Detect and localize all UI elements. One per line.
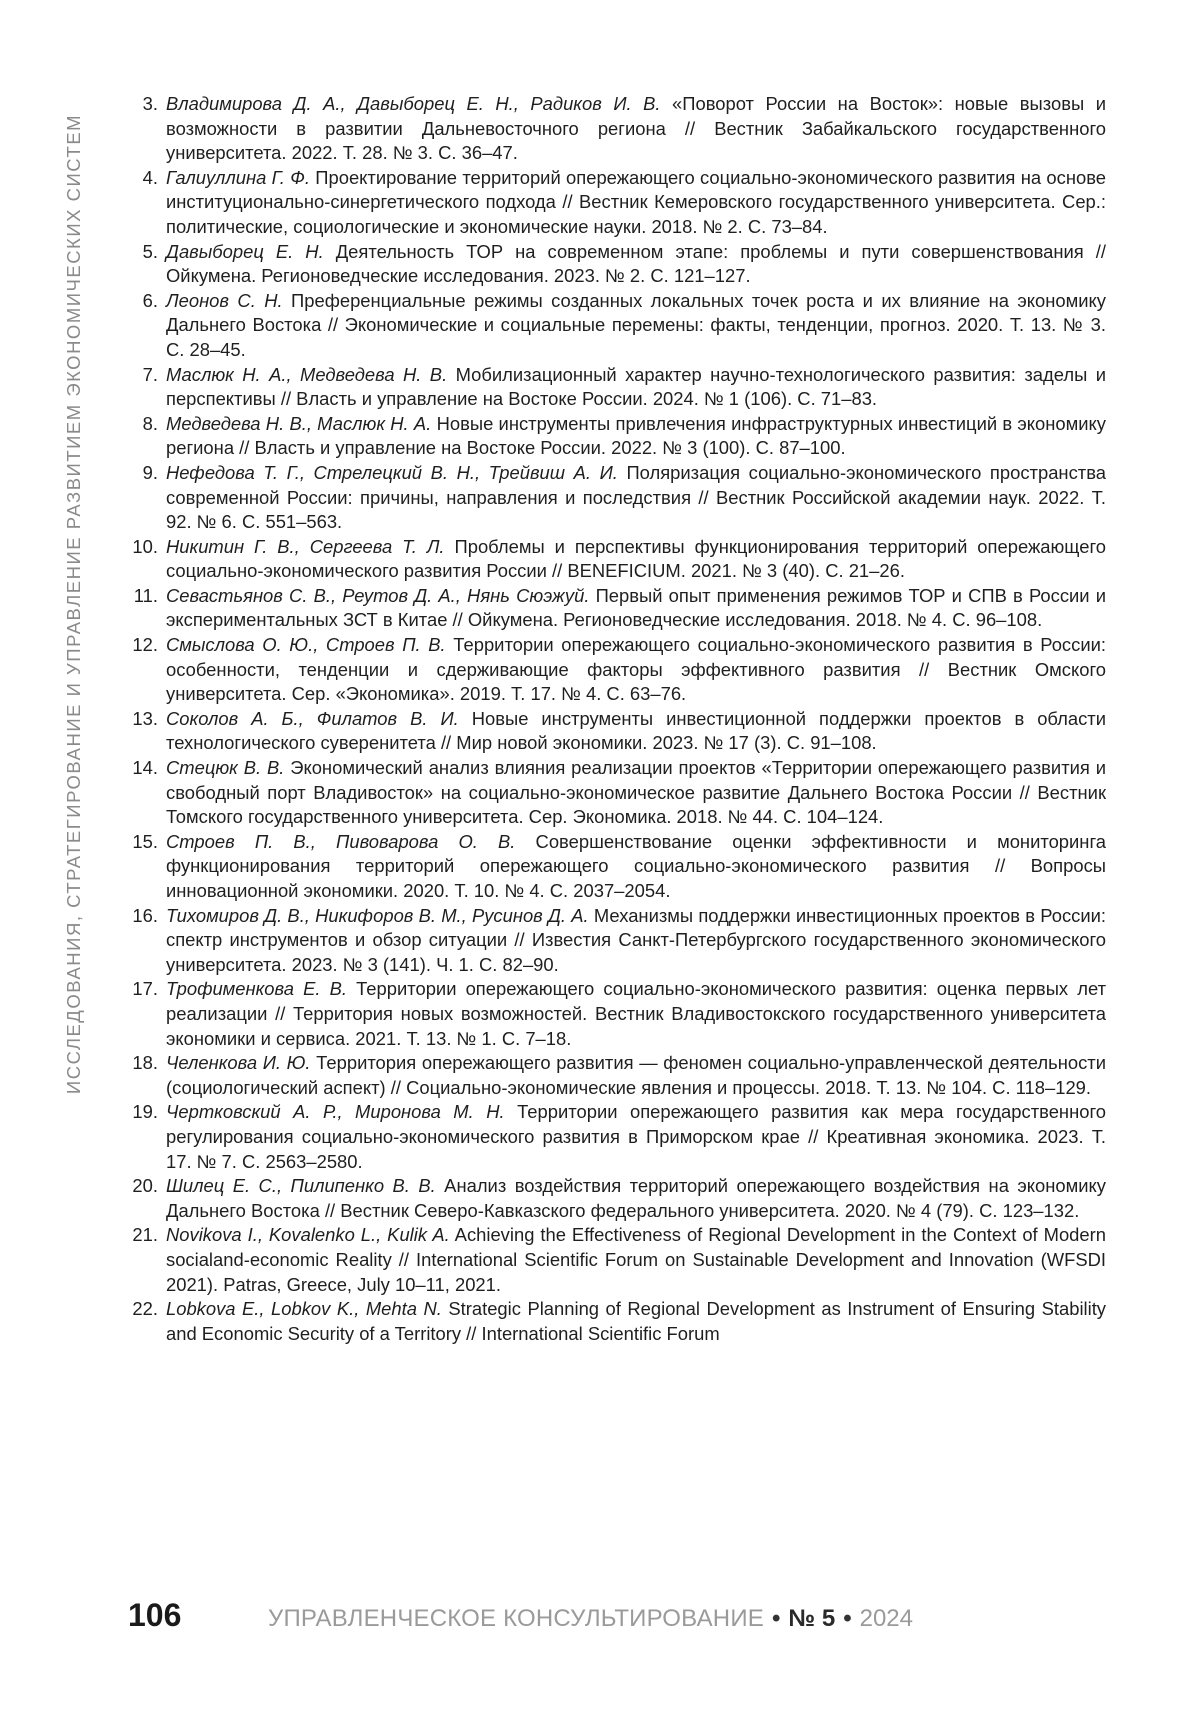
reference-authors: Тихомиров Д. В., Никифоров В. М., Русинов Д. А. xyxy=(166,904,589,926)
reference-item xyxy=(120,977,1106,1051)
reference-item xyxy=(120,1051,1106,1100)
reference-text xyxy=(166,1297,1106,1346)
reference-item xyxy=(120,1100,1106,1174)
reference-number: 6. xyxy=(142,289,158,311)
footer-separator: • xyxy=(843,1605,852,1632)
reference-number: 10. xyxy=(132,535,158,557)
reference-number: 11. xyxy=(133,584,158,606)
reference-authors: Медведева Н. В., Маслюк Н. А. xyxy=(166,412,432,434)
reference-title: Совершенствование оценки эффективности и мониторинга функционирования территорий опережающего социально-экономического развития // Вопросы инновационной экономики. 2020. Т. 10. № 4. С. 2037–2054. xyxy=(166,830,1106,901)
issue-number: № 5 xyxy=(788,1605,836,1632)
reference-text xyxy=(166,1174,1106,1223)
reference-item xyxy=(120,92,1106,166)
reference-authors: Чертковский А. Р., Миронова М. Н. xyxy=(166,1101,505,1123)
reference-text xyxy=(166,1100,1106,1174)
reference-authors: Смыслова О. Ю., Строев П. В. xyxy=(166,634,446,656)
reference-authors: Lobkova E., Lobkov K., Mehta N. xyxy=(166,1298,442,1320)
reference-item xyxy=(120,1174,1106,1223)
reference-text xyxy=(166,633,1106,707)
reference-item xyxy=(120,289,1106,363)
reference-number: 21. xyxy=(132,1224,158,1246)
reference-number: 15. xyxy=(132,830,158,852)
reference-number: 19. xyxy=(132,1101,158,1123)
reference-item xyxy=(120,1223,1106,1297)
reference-text xyxy=(166,1051,1106,1100)
reference-authors: Novikova I., Kovalenko L., Kulik A. xyxy=(166,1224,450,1246)
reference-authors: Нефедова Т. Г., Стрелецкий В. Н., Трейвиш А. И. xyxy=(166,461,618,483)
reference-text xyxy=(166,412,1106,461)
reference-text xyxy=(166,363,1106,412)
page-footer xyxy=(128,1597,1128,1637)
reference-number: 9. xyxy=(142,461,158,483)
reference-item xyxy=(120,166,1106,240)
reference-title: Преференциальные режимы созданных локальных точек роста и их влияние на экономику Дальнего Востока // Экономические и социальные перемены: факты, тенденции, прогноз. 2020. Т. 13. № 3. С. 28–45. xyxy=(166,289,1107,360)
reference-title: Анализ воздействия территорий опережающего воздействия на экономику Дальнего Востока // Вестник Северо-Кавказского федерального университета. 2020. № 4 (79). С. 123–132. xyxy=(166,1175,1106,1221)
journal-title: УПРАВЛЕНЧЕСКОЕ КОНСУЛЬТИРОВАНИЕ xyxy=(268,1605,764,1632)
reference-text xyxy=(166,289,1106,363)
reference-title: Поляризация социально-экономического пространства современной России: причины, направления и последствия // Вестник Российской академии наук. 2022. Т. 92. № 6. С. 551–563. xyxy=(166,461,1106,533)
reference-title: Проблемы и перспективы функционирования территорий опережающего социально-экономического развития России // BENEFICIUM. 2021. № 3 (40). С. 21–26. xyxy=(166,535,1106,582)
reference-text xyxy=(166,830,1106,904)
reference-authors: Маслюк Н. А., Медведева Н. В. xyxy=(166,363,448,385)
reference-title: Территории опережающего развития как мера государственного регулирования социально-экономического развития в Приморском крае // Креативная экономика. 2023. Т. 17. № 7. С. 2563–2580. xyxy=(166,1101,1106,1172)
reference-number: 22. xyxy=(132,1298,158,1320)
footer-separator: • xyxy=(772,1605,781,1632)
reference-authors: Никитин Г. В., Сергеева Т. Л. xyxy=(166,535,445,557)
reference-text xyxy=(166,92,1106,166)
reference-number: 3. xyxy=(142,93,158,114)
reference-title: Strategic Planning of Regional Development as Instrument of Ensuring Stability and Economic Security of a Territory // International Scientific Forum xyxy=(166,1298,1107,1344)
reference-number: 14. xyxy=(132,757,158,779)
reference-number: 13. xyxy=(132,707,158,729)
reference-title: Экономический анализ влияния реализации проектов «Территории опережающего развития и свободный порт Владивосток» на социально-экономическое развитие Дальнего Востока России // Вестник Томского государственного университета. Сер. Экономика. 2018. № 44. С. 104–124. xyxy=(166,757,1107,828)
reference-title: Проектирование территорий опережающего социально-экономического развития на основе институционально-синергетического подхода // Вестник Кемеровского государственного университета. Сер.: политические, социологические и экономические науки. 2018. № 2. С. 73–84. xyxy=(166,166,1106,237)
reference-text xyxy=(166,707,1106,756)
reference-authors: Строев П. В., Пивоварова О. В. xyxy=(166,830,516,852)
reference-authors: Владимирова Д. А., Давыборец Е. Н., Радиков И. В. xyxy=(166,93,661,114)
reference-item xyxy=(120,584,1106,633)
reference-number: 18. xyxy=(132,1052,158,1074)
reference-item xyxy=(120,535,1106,584)
reference-number: 16. xyxy=(132,904,158,926)
reference-item xyxy=(120,756,1106,830)
running-section-title-text: ИССЛЕДОВАНИЯ, СТРАТЕГИРОВАНИЕ И УПРАВЛЕНИЕ РАЗВИТИЕМ ЭКОНОМИЧЕСКИХ СИСТЕМ xyxy=(63,113,85,1095)
reference-text xyxy=(166,756,1106,830)
reference-authors: Челенкова И. Ю. xyxy=(166,1052,311,1074)
reference-authors: Шилец Е. С., Пилипенко В. В. xyxy=(166,1175,436,1197)
reference-number: 20. xyxy=(132,1175,158,1197)
reference-number: 17. xyxy=(132,978,158,1000)
reference-list xyxy=(120,92,1106,1346)
reference-item xyxy=(120,707,1106,756)
reference-item xyxy=(120,633,1106,707)
reference-item xyxy=(120,904,1106,978)
reference-authors: Давыборец Е. Н. xyxy=(166,240,324,262)
reference-title: Achieving the Effectiveness of Regional Development in the Context of Modern socialand-economic Reality // International Scientific Forum on Sustainable Development and Innovation (WFSDI 2021). Patras, Greece, July 10–11, 2021. xyxy=(166,1224,1106,1295)
reference-number: 5. xyxy=(142,240,158,262)
reference-title: «Поворот России на Восток»: новые вызовы и возможности в развитии Дальневосточного региона // Вестник Забайкальского государственного университета. 2022. Т. 28. № 3. С. 36–47. xyxy=(166,93,1106,164)
reference-item xyxy=(120,1297,1106,1346)
reference-title: Территория опережающего развития — феномен социально-управленческой деятельности (социологический аспект) // Социально-экономические явления и процессы. 2018. Т. 13. № 104. С. 118–129. xyxy=(166,1052,1106,1098)
reference-text xyxy=(166,584,1106,633)
reference-text xyxy=(166,977,1106,1051)
reference-text xyxy=(166,1223,1106,1297)
reference-item xyxy=(120,240,1106,289)
reference-authors: Галиуллина Г. Ф. xyxy=(166,166,310,188)
reference-title: Деятельность ТОР на современном этапе: проблемы и пути совершенствования // Ойкумена. Регионоведческие исследования. 2023. № 2. С. 121–127. xyxy=(166,240,1107,287)
reference-authors: Соколов А. Б., Филатов В. И. xyxy=(166,707,459,729)
reference-authors: Трофименкова Е. В. xyxy=(166,978,347,1000)
running-section-title xyxy=(56,98,92,1110)
reference-item xyxy=(120,461,1106,535)
reference-text xyxy=(166,240,1106,289)
reference-title: Первый опыт применения режимов ТОР и СПВ в России и экспериментальных ЗСТ в Китае // Ойкумена. Регионоведческие исследования. 2018. № 4. С. 96–108. xyxy=(166,584,1106,631)
reference-item xyxy=(120,363,1106,412)
issue-year: 2024 xyxy=(859,1605,913,1632)
reference-number: 8. xyxy=(142,412,158,434)
reference-number: 12. xyxy=(132,634,158,656)
reference-item xyxy=(120,830,1106,904)
reference-item xyxy=(120,412,1106,461)
reference-title: Новые инструменты инвестиционной поддержки проектов в области технологического суверенитета // Мир новой экономики. 2023. № 17 (3). С. 91–108. xyxy=(166,707,1106,754)
reference-number: 4. xyxy=(142,166,158,188)
page-number: 106 xyxy=(128,1597,182,1633)
reference-title: Новые инструменты привлечения инфраструктурных инвестиций в экономику региона // Власть и управление на Востоке России. 2022. № 3 (100). С. 87–100. xyxy=(166,412,1107,459)
reference-authors: Стецюк В. В. xyxy=(166,757,285,779)
reference-authors: Леонов С. Н. xyxy=(166,289,283,311)
reference-text xyxy=(166,904,1106,978)
reference-title: Механизмы поддержки инвестиционных проектов в России: спектр инструментов и обзор ситуации // Известия Санкт-Петербургского государственного экономического университета. 2023. № 3 (141). Ч. 1. С. 82–90. xyxy=(166,904,1106,975)
reference-text xyxy=(166,166,1106,240)
reference-title: Территории опережающего социально-экономического развития в России: особенности, тенденции и сдерживающие факторы эффективного развития // Вестник Омского университета. Сер. «Экономика». 2019. Т. 17. № 4. С. 63–76. xyxy=(166,634,1106,705)
reference-authors: Севастьянов С. В., Реутов Д. А., Нянь Сюэжуй. xyxy=(166,584,590,606)
reference-title: Мобилизационный характер научно-технологического развития: заделы и перспективы // Власть и управление на Востоке России. 2024. № 1 (106). С. 71–83. xyxy=(166,363,1106,410)
reference-text xyxy=(166,461,1106,535)
reference-title: Территории опережающего социально-экономического развития: оценка первых лет реализации // Территория новых возможностей. Вестник Владивостокского государственного университета экономики и сервиса. 2021. Т. 13. № 1. С. 7–18. xyxy=(166,978,1106,1049)
reference-number: 7. xyxy=(142,363,158,385)
reference-text xyxy=(166,535,1106,584)
